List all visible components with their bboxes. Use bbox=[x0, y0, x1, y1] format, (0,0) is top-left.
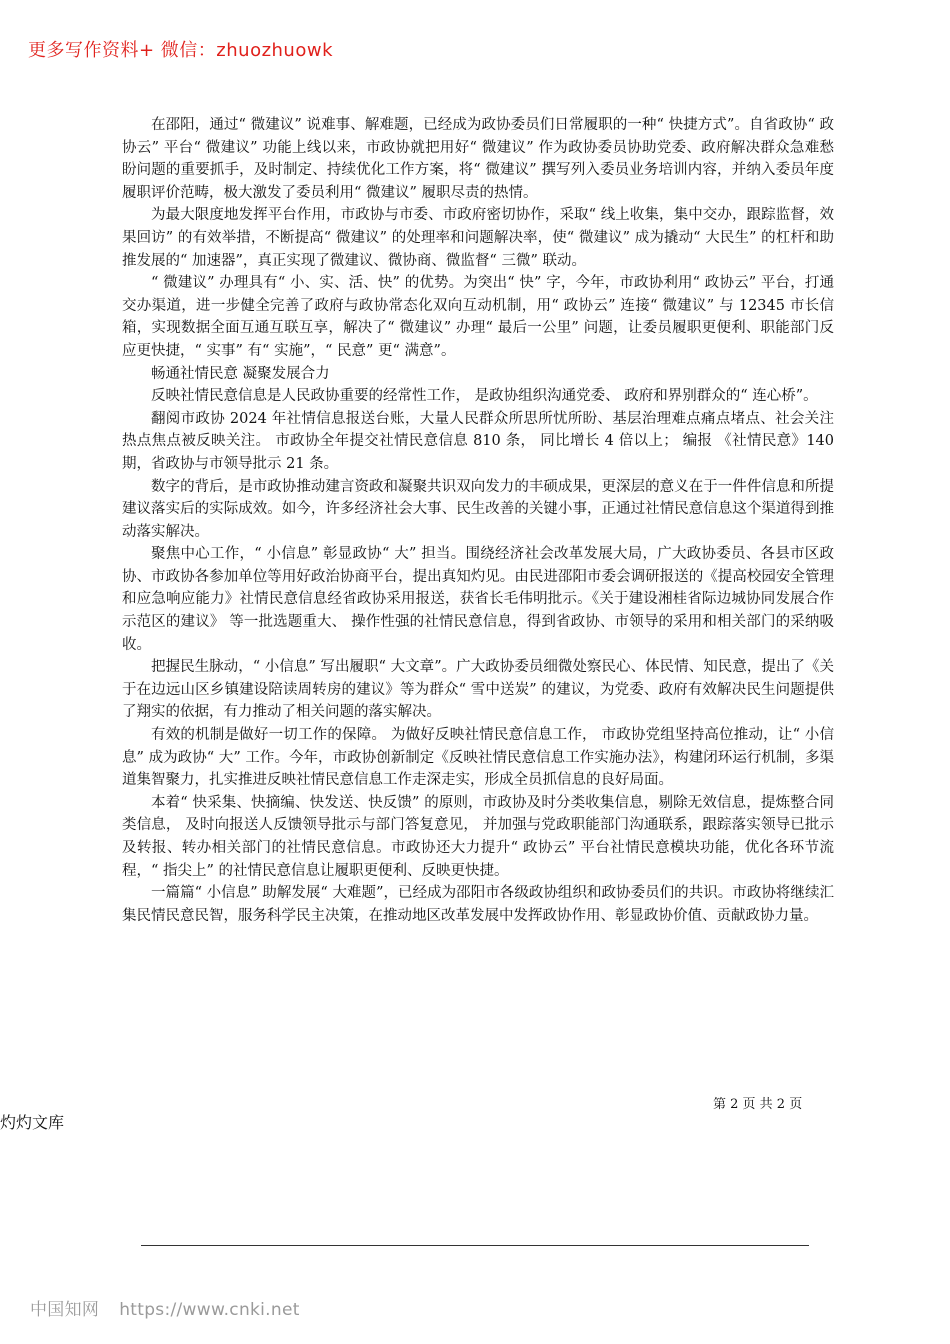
promo-banner[interactable]: 更多写作资料+ 微信：zhuozhuowk bbox=[28, 40, 334, 61]
paragraph: 有效的机制是做好一切工作的保障。 为做好反映社情民意信息工作， 市政协党组坚持高位推动，让“ 小信息” 成为政协“ 大” 工作。今年，市政协创新制定《反映社情民意信息工作实施办法》，构建闭环运行机制，多渠道集智聚力，扎实推进反映社情民意信息工作走深走实，形成全员抓信息的良好局面。 bbox=[122, 727, 834, 789]
watermark-site-name: 中国知网 bbox=[30, 1300, 100, 1320]
paragraph: 一篇篇“ 小信息” 助解发展“ 大难题”，已经成为邵阳市各级政协组织和政协委员们的共识。市政协将继续汇集民情民意民智，服务科学民主决策，在推动地区改革发展中发挥政协作用、彰显政协价值、贡献政协力量。 bbox=[122, 885, 834, 924]
paragraph: 聚焦中心工作，“ 小信息” 彰显政协“ 大” 担当。围绕经济社会改革发展大局，广大政协委员、各县市区政协、市政协各参加单位等用好政治协商平台，提出真知灼见。由民进邵阳市委会调研报送的《提高校园安全管理和应急响应能力》社情民意信息经省政协采用报送，获省长毛伟明批示。《关于建设湘桂省际边城协同发展合作示范区的建议》 等一批选题重大、 操作性强的社情民意信息，得到省政协、市领导的采用和相关部门的采纳吸收。 bbox=[122, 546, 834, 653]
paragraph: 本着“ 快采集、快摘编、快发送、快反馈” 的原则，市政协及时分类收集信息，剔除无效信息，提炼整合同类信息， 及时向报送人反馈领导批示与部门答复意见， 并加强与党政职能部门沟通联系，跟踪落实领导已批示及转报、转办相关部门的社情民意信息。市政协还大力提升“ 政协云” 平台社情民意模块功能，优化各环节流程，“ 指尖上” 的社情民意信息让履职更便利、反映更快捷。 bbox=[122, 794, 834, 879]
article-body bbox=[122, 114, 834, 927]
footer-divider bbox=[141, 1245, 809, 1246]
section-heading: 畅通社情民意 凝聚发展合力 bbox=[151, 365, 330, 382]
paragraph: “ 微建议” 办理具有“ 小、实、活、快” 的优势。为突出“ 快” 字，今年，市政协利用“ 政协云” 平台，打通交办渠道，进一步健全完善了政府与政协常态化双向互动机制，用“ 政协云” 连接“ 微建议” 与 12345 市长信箱，实现数据全面互通互联互享，解决了“ 微建议” 办理“ 最后一公里” 问题，让委员履职更便利、职能部门反应更快捷，“ 实事” 有“ 实施”，“ 民意” 更“ 满意”。 bbox=[122, 275, 834, 359]
paragraph: 把握民生脉动，“ 小信息” 写出履职“ 大文章”。广大政协委员细微处察民心、体民情、知民意，提出了《关于在边远山区乡镇建设陪读周转房的建议》等为群众“ 雪中送炭” 的建议，为党委、政府有效解决民生问题提供了翔实的依据，有力推动了相关问题的落实解决。 bbox=[122, 659, 834, 721]
library-name: 灼灼文库 bbox=[0, 1113, 65, 1132]
paragraph: 在邵阳，通过“ 微建议” 说难事、解难题，已经成为政协委员们日常履职的一种“ 快捷方式”。自省政协“ 政协云” 平台“ 微建议” 功能上线以来，市政协就把用好“ 微建议” 作为政协委员协助党委、政府解决群众急难愁盼问题的重要抓手，及时制定、持续优化工作方案，将“ 微建议” 撰写列入委员业务培训内容，并纳入委员年度履职评价范畴，极大激发了委员利用“ 微建议” 履职尽责的热情。 bbox=[122, 117, 834, 201]
watermark bbox=[30, 1295, 300, 1320]
paragraph: 翻阅市政协 2024 年社情信息报送台账，大量人民群众所思所忧所盼、基层治理难点痛点堵点、社会关注热点焦点被反映关注。 市政协全年提交社情民意信息 810 条， 同比增长 4 倍以上； 编报 《社情民意》140 期，省政协与市领导批示 21 条。 bbox=[122, 410, 834, 472]
page-number: 第 2 页 共 2 页 bbox=[713, 1097, 803, 1112]
paragraph: 数字的背后，是市政协推动建言资政和凝聚共识双向发力的丰硕成果，更深层的意义在于一件件信息和所提建议落实后的实际成效。如今，许多经济社会大事、民生改善的关键小事，正通过社情民意信息这个渠道得到推动落实解决。 bbox=[122, 478, 834, 540]
paragraph: 反映社情民意信息是人民政协重要的经常性工作， 是政协组织沟通党委、 政府和界别群众的“ 连心桥”。 bbox=[151, 388, 818, 405]
paragraph: 为最大限度地发挥平台作用，市政协与市委、市政府密切协作，采取“ 线上收集，集中交办，跟踪监督，效果回访” 的有效举措，不断提高“ 微建议” 的处理率和问题解决率，使“ 微建议” 成为撬动“ 大民生” 的杠杆和助推发展的“ 加速器”，真正实现了微建议、微协商、微监督“ 三微” 联动。 bbox=[122, 207, 834, 269]
watermark-url: https://www.cnki.net bbox=[119, 1300, 300, 1320]
